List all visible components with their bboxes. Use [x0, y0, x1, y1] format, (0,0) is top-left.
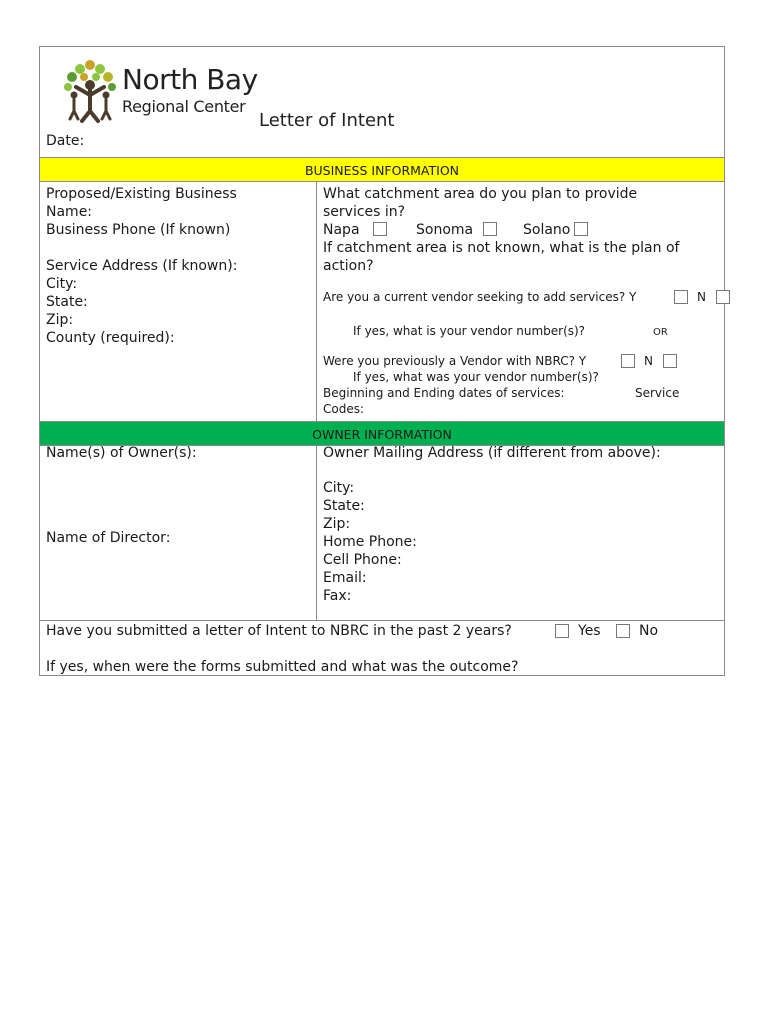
previous-vendor-question: Were you previously a Vendor with NBRC? Y: [323, 354, 587, 368]
previous-vendor-yes-checkbox[interactable]: [621, 354, 635, 368]
business-information-band: BUSINESS INFORMATION: [40, 157, 724, 182]
service-dates-row: [323, 385, 721, 401]
owner-information-band: OWNER INFORMATION: [40, 421, 724, 446]
business-name-label-line1: Proposed/Existing Business: [46, 186, 237, 202]
business-left-cell: [46, 185, 311, 347]
or-label: OR: [653, 327, 668, 338]
prior-loi-yes-label: Yes: [578, 623, 601, 639]
date-label: Date:: [46, 133, 85, 149]
solano-checkbox[interactable]: [574, 222, 588, 236]
vendor-number-row: [323, 323, 721, 339]
plan-question-line1: If catchment area is not known, what is the plan of: [323, 240, 680, 256]
logo-wordmark-north-bay: North Bay: [122, 63, 258, 96]
catchment-question-line1: What catchment area do you plan to provide: [323, 186, 638, 202]
prior-loi-question: Have you submitted a letter of Intent to NBRC in the past 2 years?: [46, 623, 512, 639]
service-label: Service: [635, 386, 680, 400]
current-vendor-no-checkbox[interactable]: [716, 290, 730, 304]
owner-left-cell: [46, 444, 311, 619]
owner-mailing-address-label: Owner Mailing Address (if different from above):: [323, 445, 661, 461]
cell-phone-label: Cell Phone:: [323, 552, 402, 568]
logo-wordmark-regional-center: Regional Center: [122, 97, 246, 116]
prior-loi-no-label: No: [639, 623, 659, 639]
owners-label: Name(s) of Owner(s):: [46, 445, 197, 461]
service-address-label: Service Address (If known):: [46, 258, 238, 274]
business-zip-label: Zip:: [46, 312, 74, 328]
tree-people-logo-icon: [60, 59, 120, 123]
prior-loi-row: [46, 622, 721, 640]
current-vendor-yes-checkbox[interactable]: [674, 290, 688, 304]
previous-vendor-row: [323, 353, 721, 369]
business-name-label-line2: Name:: [46, 204, 93, 220]
home-phone-label: Home Phone:: [323, 534, 417, 550]
document-title: Letter of Intent: [259, 110, 395, 131]
footer-cell: [46, 622, 721, 676]
nbrc-logo: [60, 59, 260, 123]
prior-loi-yes-checkbox[interactable]: [555, 624, 569, 638]
business-state-label: State:: [46, 294, 88, 310]
owner-state-label: State:: [323, 498, 365, 514]
footer-divider: [40, 620, 724, 621]
previous-vendor-no-checkbox[interactable]: [663, 354, 677, 368]
owner-city-label: City:: [323, 480, 355, 496]
owner-right-cell: [323, 444, 721, 605]
napa-checkbox[interactable]: [373, 222, 387, 236]
vendor-number-question: If yes, what is your vendor number(s)?: [353, 324, 586, 338]
codes-label: Codes:: [323, 402, 365, 416]
current-vendor-question: Are you a current vendor seeking to add services? Y: [323, 290, 637, 304]
owner-column-divider: [316, 445, 317, 620]
form-header: [40, 47, 724, 159]
owner-zip-label: Zip:: [323, 516, 351, 532]
business-phone-label: Business Phone (If known): [46, 222, 231, 238]
business-city-label: City:: [46, 276, 78, 292]
current-vendor-n-label: N: [697, 290, 706, 304]
plan-question-line2: action?: [323, 258, 374, 274]
previous-vendor-number-question: If yes, what was your vendor number(s)?: [353, 370, 599, 384]
sonoma-label: Sonoma: [416, 222, 474, 238]
napa-label: Napa: [323, 222, 360, 238]
business-right-cell: [323, 185, 721, 421]
catchment-question-line2: services in?: [323, 204, 406, 220]
current-vendor-row: [323, 289, 721, 305]
letter-of-intent-form: [39, 46, 725, 676]
fax-label: Fax:: [323, 588, 352, 604]
county-label: County (required):: [46, 330, 175, 346]
solano-label: Solano: [523, 222, 571, 238]
director-label: Name of Director:: [46, 530, 171, 546]
catchment-options: [323, 221, 721, 239]
email-label: Email:: [323, 570, 367, 586]
service-dates-label: Beginning and Ending dates of services:: [323, 386, 565, 400]
outcome-question: If yes, when were the forms submitted and what was the outcome?: [46, 659, 519, 675]
business-column-divider: [316, 181, 317, 421]
sonoma-checkbox[interactable]: [483, 222, 497, 236]
previous-vendor-n-label: N: [644, 354, 653, 368]
prior-loi-no-checkbox[interactable]: [616, 624, 630, 638]
